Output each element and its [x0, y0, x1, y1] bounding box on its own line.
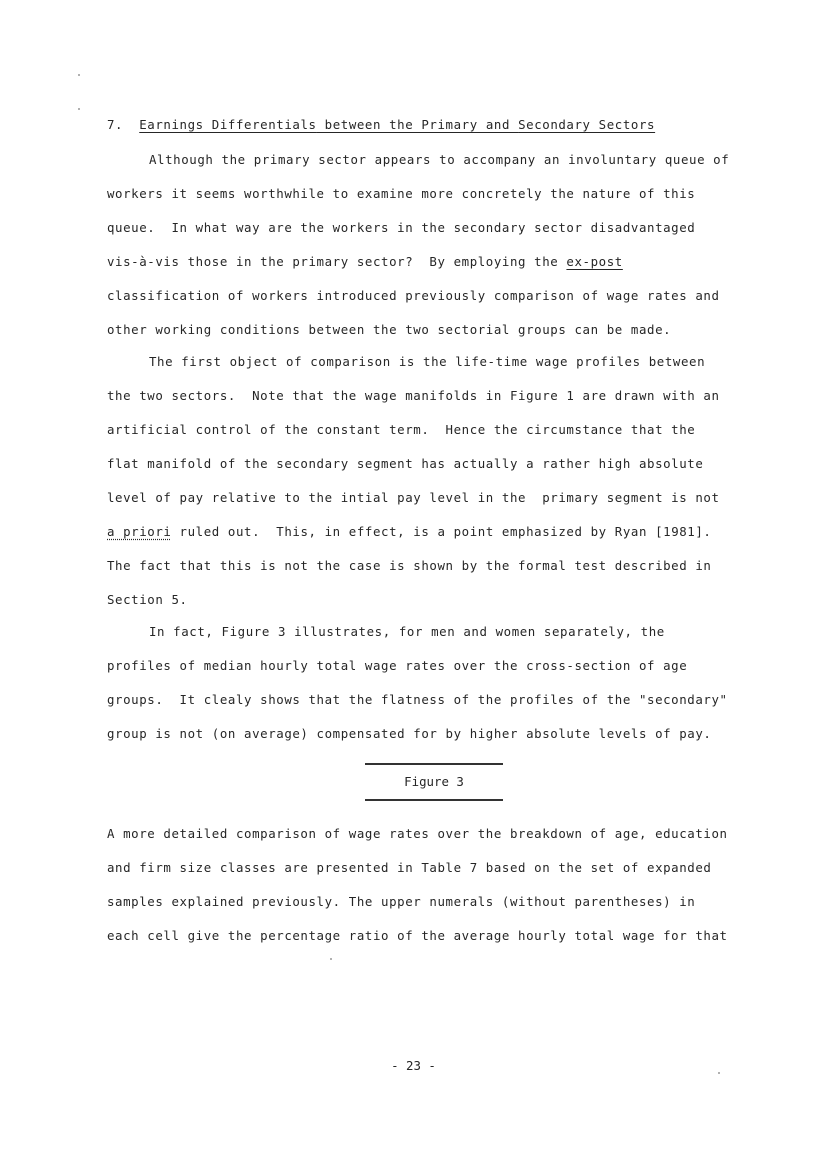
paragraph2-line8: Section 5.: [107, 592, 188, 607]
paragraph2-line7: The fact that this is not the case is shown by the formal test described in: [107, 558, 712, 573]
paragraph1-line6: other working conditions between the two sectorial groups can be made.: [107, 322, 672, 337]
paragraph3-line4: group is not (on average) compensated for by higher absolute levels of pay.: [107, 726, 712, 741]
scan-speck: [718, 1072, 720, 1074]
paragraph2-line2: the two sectors. Note that the wage manifolds in Figure 1 are drawn with an: [107, 388, 720, 403]
paragraph4-line3: samples explained previously. The upper numerals (without parentheses) in: [107, 894, 696, 909]
figure-bottom-rule: [365, 799, 503, 801]
paragraph4-line2: and firm size classes are presented in Table 7 based on the set of expanded: [107, 860, 712, 875]
section-title-part3: Secondary Sectors: [518, 117, 656, 132]
paragraph2-line6-text: ruled out. This, in effect, is a point emphasized by Ryan [1981].: [171, 524, 712, 539]
section-heading: [107, 117, 655, 133]
section-title-part1: Earnings Differentials: [139, 117, 317, 132]
paragraph1-line1: Although the primary sector appears to accompany an involuntary queue of: [149, 152, 730, 167]
term-a-priori: a priori: [107, 524, 172, 539]
section-title-part2: between the Primary and: [316, 117, 519, 132]
term-ex-post: ex-post: [566, 254, 623, 269]
paragraph4-line4: each cell give the percentage ratio of the average hourly total wage for that: [107, 928, 728, 943]
paragraph2-line1: The first object of comparison is the life-time wage profiles between: [149, 354, 706, 369]
paragraph2-line5: level of pay relative to the intial pay level in the primary segment is not: [107, 490, 720, 505]
page-number: - 23 -: [391, 1058, 436, 1073]
paragraph3-line3: groups. It clealy shows that the flatness of the profiles of the "secondary": [107, 692, 728, 707]
figure-top-rule: [365, 763, 503, 765]
section-number: 7.: [107, 117, 124, 132]
paragraph3-line2: profiles of median hourly total wage rates over the cross-section of age: [107, 658, 688, 673]
paragraph2-line6: [107, 524, 712, 540]
paragraph2-line4: flat manifold of the secondary segment has actually a rather high absolute: [107, 456, 704, 471]
paragraph1-line3: queue. In what way are the workers in the secondary sector disadvantaged: [107, 220, 696, 235]
paragraph1-line5: classification of workers introduced previously comparison of wage rates and: [107, 288, 720, 303]
figure-label: Figure 3: [404, 774, 464, 789]
scan-speck: [78, 108, 80, 110]
scan-speck: [78, 74, 80, 76]
scan-speck: [330, 958, 332, 960]
paragraph1-line2: workers it seems worthwhile to examine more concretely the nature of this: [107, 186, 696, 201]
figure-placeholder: [365, 760, 503, 804]
paragraph1-line4-text: vis-à-vis those in the primary sector? By employing the: [107, 254, 567, 269]
paragraph3-line1: In fact, Figure 3 illustrates, for men and women separately, the: [149, 624, 665, 639]
paragraph2-line3: artificial control of the constant term. Hence the circumstance that the: [107, 422, 696, 437]
paragraph4-line1: A more detailed comparison of wage rates over the breakdown of age, education: [107, 826, 728, 841]
paragraph1-line4: [107, 254, 623, 270]
